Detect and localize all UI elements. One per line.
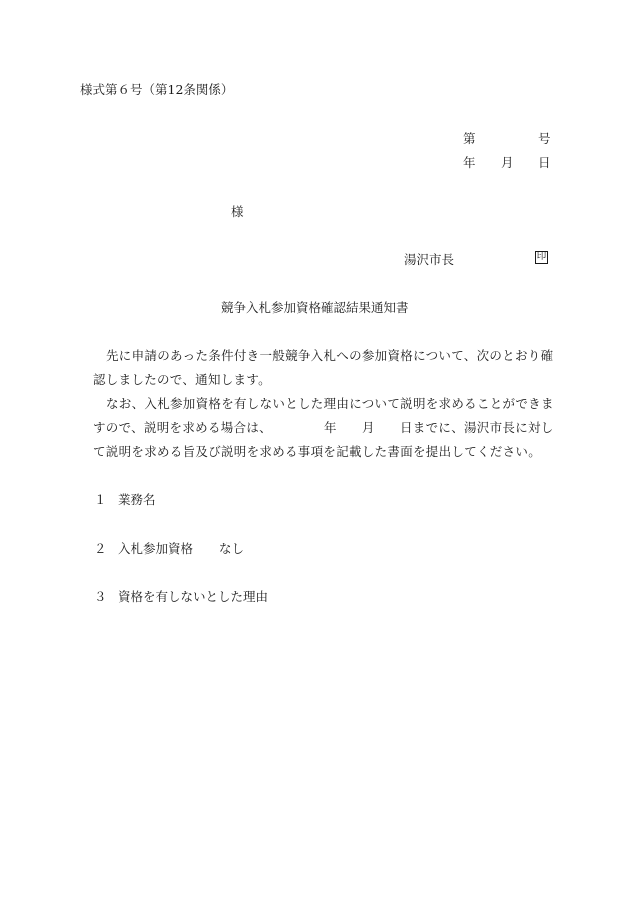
item-1-num: １: [94, 492, 107, 507]
item-2-num: ２: [94, 541, 107, 556]
date-day: 日: [538, 155, 551, 170]
issuer-name: 湯沢市長: [404, 252, 455, 267]
body-p1-line2: 認しましたので、通知します。: [93, 372, 271, 387]
body-p1-line1: 先に申請のあった条件付き一般競争入札への参加資格について、次のとおり確: [106, 348, 554, 363]
item-3-label: 資格を有しないとした理由: [118, 589, 269, 604]
item-2-value: なし: [219, 541, 245, 556]
form-label: 様式第６号（第12条関係）: [80, 82, 234, 97]
doc-number-prefix: 第: [463, 131, 476, 146]
body-p2-line2-b: 日までに、湯沢市長に対し: [400, 420, 554, 435]
item-1-label: 業務名: [118, 492, 156, 507]
body-p2-line2-a: すので、説明を求める場合は、: [93, 420, 272, 435]
addressee-suffix: 様: [231, 204, 244, 219]
date-year: 年: [463, 155, 476, 170]
body-p2-line2-year: 年: [324, 420, 337, 435]
body-p2-line2-month: 月: [362, 420, 375, 435]
document-title: 競争入札参加資格確認結果通知書: [221, 300, 409, 315]
doc-number-suffix: 号: [538, 131, 551, 146]
body-p2-line1: なお、入札参加資格を有しないとした理由について説明を求めることができま: [106, 396, 554, 411]
item-2-label: 入札参加資格: [118, 541, 194, 556]
seal-stamp: 印: [536, 251, 547, 262]
date-month: 月: [501, 155, 514, 170]
body-p2-line3: て説明を求める旨及び説明を求める事項を記載した書面を提出してください。: [93, 444, 542, 459]
item-3-num: ３: [94, 589, 107, 604]
